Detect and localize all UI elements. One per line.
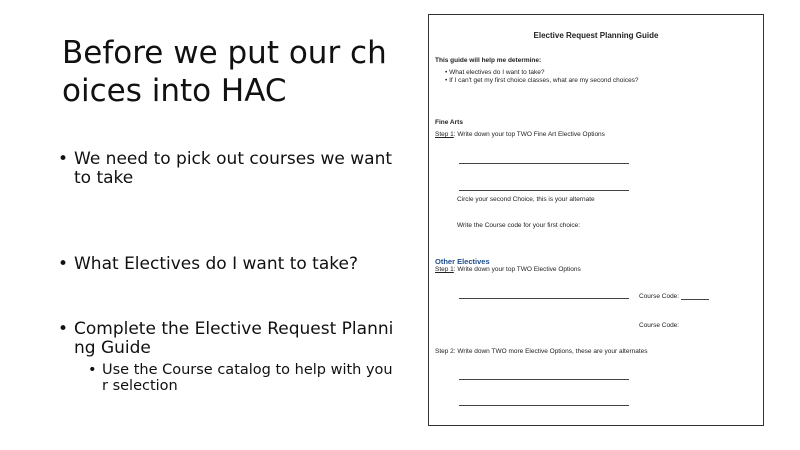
bullet-list — [58, 149, 394, 394]
fine-arts-heading: Fine Arts — [435, 119, 463, 126]
guide-title: Elective Request Planning Guide — [533, 31, 659, 40]
other-step1-label: Step 1 — [435, 266, 454, 273]
fine-arts-step1-text: : Write down your top TWO Fine Art Elective Options — [453, 131, 605, 138]
guide-intro: This guide will help me determine: — [435, 57, 542, 64]
planning-guide-document — [428, 14, 764, 426]
fine-arts-step1-label: Step 1 — [435, 131, 454, 138]
guide-question-1-text: What electives do I want to take? — [449, 69, 545, 76]
slide-title: Before we put our choices into HAC — [62, 35, 387, 109]
step2-blank-2 — [459, 405, 629, 406]
bullet-what-electives: • What Electives do I want to take? — [58, 255, 394, 274]
fine-arts-step1 — [435, 131, 605, 138]
bullet-complete-guide — [58, 320, 394, 394]
course-code-blank — [681, 299, 709, 300]
course-code-label-2: Course Code: — [639, 322, 680, 329]
bullet-complete-guide-text: Complete the Elective Request Planning Guide — [74, 319, 394, 358]
sub-bullet-course-catalog: • Use the Course catalog to help with your selection — [88, 362, 394, 394]
sub-bullet-list — [74, 362, 394, 394]
step2-instructions: Step 2: Write down TWO more Elective Options, these are your alternates — [435, 348, 648, 355]
guide-question-2-text: If I can't get my first choice classes, what are my second choices? — [449, 77, 639, 84]
fine-arts-blank-1 — [459, 163, 629, 164]
other-blank-1 — [459, 298, 629, 299]
other-step1 — [435, 266, 581, 273]
guide-question-1: • What electives do I want to take? — [445, 69, 545, 76]
other-electives-heading: Other Electives — [435, 257, 490, 266]
step2-blank-1 — [459, 379, 629, 380]
course-code-note: Write the Course code for your first choice: — [457, 222, 581, 229]
guide-question-2: • If I can't get my first choice classes, what are my second choices? — [445, 77, 639, 84]
circle-note: Circle your second Choice, this is your alternate — [457, 196, 595, 203]
fine-arts-blank-2 — [459, 190, 629, 191]
other-step1-text: : Write down your top TWO Elective Options — [453, 266, 581, 273]
course-code-label-1: Course Code: — [639, 293, 680, 300]
bullet-pick-courses: • We need to pick out courses we want to take — [58, 150, 393, 188]
